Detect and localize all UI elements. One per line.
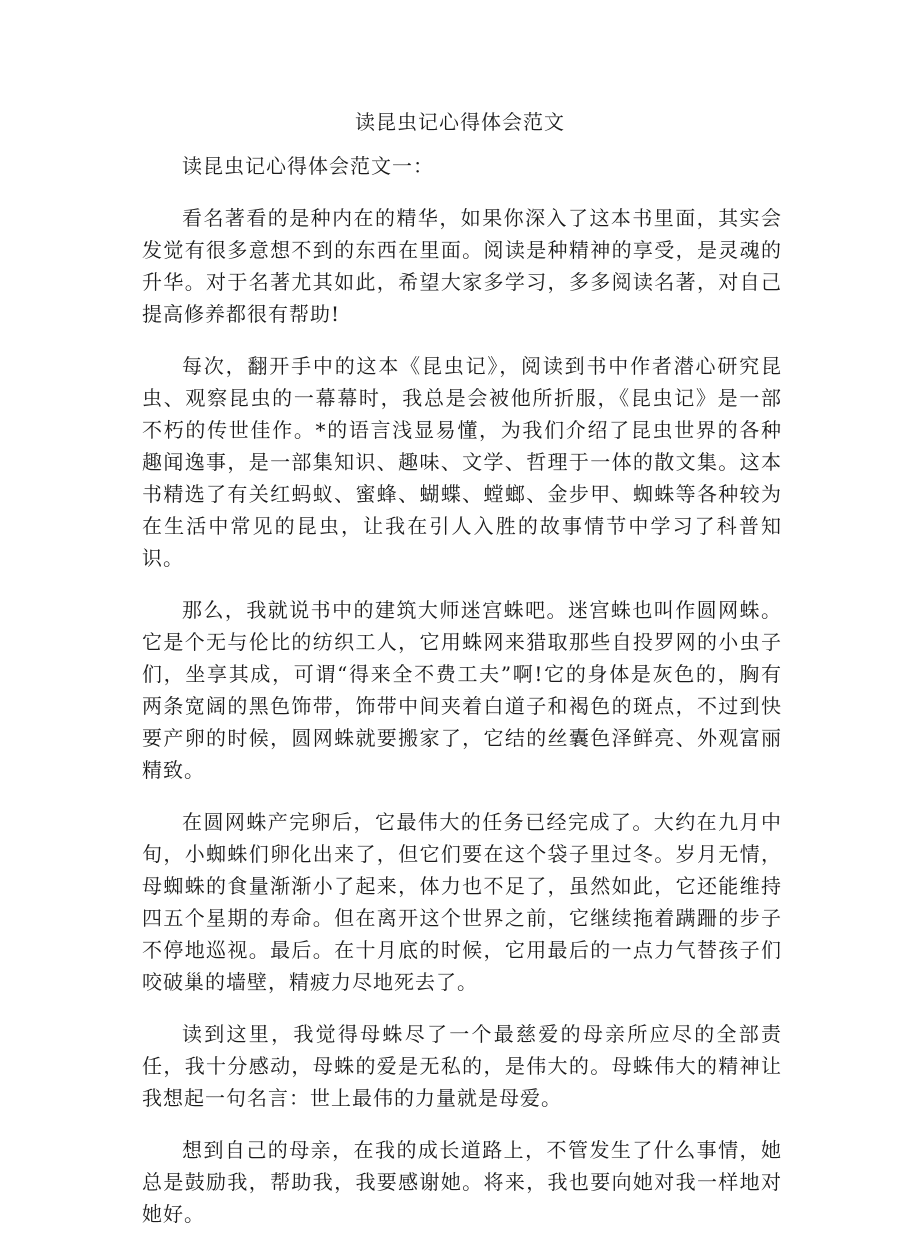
paragraph-4: 在圆网蛛产完卵后，它最伟大的任务已经完成了。大约在九月中旬，小蜘蛛们卵化出来了，但它们要在这个袋子里过冬。岁月无情，母蜘蛛的食量渐渐小了起来，体力也不足了，虽然如此，它还能维持四五个星期的寿命。但在离开这个世界之前，它继续拖着蹒跚的步子不停地巡视。最后。在十月底的时候，它用最后的一点力气替孩子们咬破巢的墙壁，精疲力尽地死去了。 [142, 810, 782, 994]
paragraph-1: 看名著看的是种内在的精华，如果你深入了这本书里面，其实会发觉有很多意想不到的东西在里面。阅读是种精神的享受，是灵魂的升华。对于名著尤其如此，希望大家多学习，多多阅读名著，对自己提高修养都很有帮助! [142, 206, 782, 326]
document-body [142, 150, 782, 1250]
paragraph-3: 那么，我就说书中的建筑大师迷宫蛛吧。迷宫蛛也叫作圆网蛛。它是个无与伦比的纺织工人，它用蛛网来猎取那些自投罗网的小虫子们，坐享其成，可谓“得来全不费工夫”啊!它的身体是灰色的，胸有两条宽阔的黑色饰带，饰带中间夹着白道子和褐色的斑点，不过到快要产卵的时候，圆网蛛就要搬家了，它结的丝囊色泽鲜亮、外观富丽精致。 [142, 598, 782, 782]
paragraph-6: 想到自己的母亲，在我的成长道路上，不管发生了什么事情，她总是鼓励我，帮助我，我要感谢她。将来，我也要向她对我一样地对她好。 [142, 1138, 782, 1226]
section-heading: 读昆虫记心得体会范文一： [182, 154, 434, 178]
document-title: 读昆虫记心得体会范文 [355, 110, 565, 134]
paragraph-2: 每次，翻开手中的这本《昆虫记》，阅读到书中作者潜心研究昆虫、观察昆虫的一幕幕时，我总是会被他所折服，《昆虫记》是一部不朽的传世佳作。*的语言浅显易懂，为我们介绍了昆虫世界的各种趣闻逸事，是一部集知识、趣味、文学、哲理于一体的散文集。这本书精选了有关红蚂蚁、蜜蜂、蝴蝶、螳螂、金步甲、蜘蛛等各种较为在生活中常见的昆虫，让我在引人入胜的故事情节中学习了科普知识。 [142, 354, 782, 570]
paragraph-5: 读到这里，我觉得母蛛尽了一个最慈爱的母亲所应尽的全部责任，我十分感动，母蛛的爱是无私的，是伟大的。母蛛伟大的精神让我想起一句名言：世上最伟的力量就是母爱。 [142, 1022, 782, 1110]
